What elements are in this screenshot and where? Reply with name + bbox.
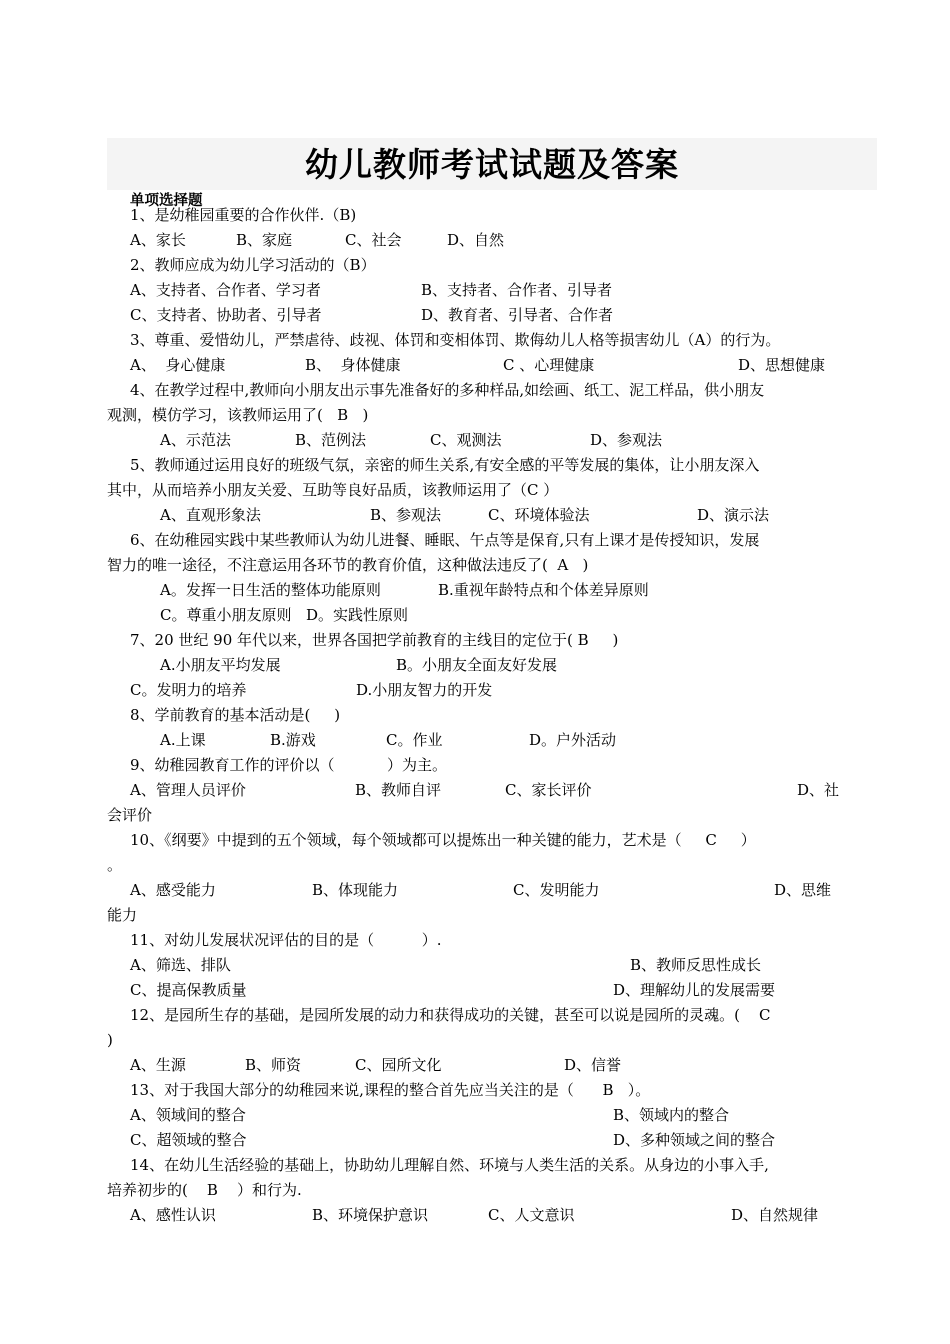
text-line: 其中，从而培养小朋友关爱、互助等良好品质，该教师运用了（C ） [107,481,559,499]
text-line: C、家长评价 [505,781,592,799]
text-line: A.上课 [160,731,206,749]
text-line: A、示范法 [160,431,231,449]
text-line: C、支持者、协助者、引导者 [130,306,322,324]
text-line: 会评价 [107,806,153,824]
text-line: 4、在教学过程中,教师向小朋友出示事先准备好的多种样品,如绘画、纸工、泥工样品，供小朋友 [130,381,765,399]
text-line: 培养初步的( B ）和行为. [107,1181,302,1199]
text-line: 。 [107,856,123,874]
text-line: D、理解幼儿的发展需要 [613,981,776,999]
text-line: C、社会 [345,231,402,249]
text-line: C、超领域的整合 [130,1131,247,1149]
text-line: A、管理人员评价 [130,781,246,799]
text-line: D、社 [797,781,840,799]
text-line: 7、20 世纪 90 年代以来，世界各国把学前教育的主线目的定位于( B ) [130,631,619,649]
text-line: A、 身心健康 [130,356,226,374]
text-line: D、思想健康 [738,356,826,374]
text-line: A、支持者、合作者、学习者 [130,281,321,299]
text-line: D。户外活动 [529,731,617,749]
text-line: C 、心理健康 [503,356,595,374]
text-line: A.小朋友平均发展 [160,656,281,674]
text-line: D、多种领域之间的整合 [613,1131,776,1149]
text-line: A、家长 [130,231,186,249]
text-line: D、教育者、引导者、合作者 [421,306,614,324]
section-heading: 单项选择题 [130,193,203,209]
text-line: D、参观法 [590,431,663,449]
text-line: D、自然 [447,231,505,249]
text-line: 11、对幼儿发展状况评估的目的是（ ）. [130,931,442,949]
text-line: C、发明能力 [513,881,600,899]
text-line: B、教师自评 [355,781,442,799]
text-line: A、直观形象法 [160,506,261,524]
text-line: 14、在幼儿生活经验的基础上，协助幼儿理解自然、环境与人类生活的关系。从身边的小事入手, [130,1156,769,1174]
text-line: D。实践性原则 [306,606,409,624]
text-line: 智力的唯一途径，不注意运用各环节的教育价值，这种做法违反了( A ) [107,556,589,574]
text-line: 5、教师通过运用良好的班级气氛，亲密的师生关系,有安全感的平等发展的集体，让小朋友深入 [130,456,760,474]
text-line: C、观测法 [430,431,502,449]
text-line: B、环境保护意识 [312,1206,429,1224]
text-line: B、 身体健康 [305,356,401,374]
text-line: C、园所文化 [355,1056,442,1074]
text-line: B、师资 [245,1056,302,1074]
text-line: B、参观法 [370,506,442,524]
text-line: C。尊重小朋友原则 [160,606,292,624]
text-line: C。发明力的培养 [130,681,247,699]
text-line: 能力 [107,906,138,924]
text-line: A、生源 [130,1056,186,1074]
text-line: 3、尊重、爱惜幼儿，严禁虐待、歧视、体罚和变相体罚、欺侮幼儿人格等损害幼儿（A）的行为。 [130,331,781,349]
text-line: D、演示法 [697,506,770,524]
text-line: A、领域间的整合 [130,1106,246,1124]
text-line: B、支持者、合作者、引导者 [421,281,613,299]
text-line: A、感受能力 [130,881,216,899]
text-line: C、提高保教质量 [130,981,247,999]
text-line: B.游戏 [270,731,316,749]
text-line: D、信誉 [564,1056,622,1074]
text-line: ) [107,1031,113,1049]
page-title: 幼儿教师考试试题及答案 [305,145,679,184]
text-line: 8、学前教育的基本活动是( ) [130,706,341,724]
text-line: D、自然规律 [731,1206,819,1224]
text-line: 13、对于我国大部分的幼稚园来说,课程的整合首先应当关注的是（ B ）。 [130,1081,651,1099]
text-line: A、感性认识 [130,1206,216,1224]
text-line: 观测，模仿学习，该教师运用了( B ) [107,406,369,424]
text-line: B。小朋友全面友好发展 [396,656,558,674]
text-line: A。发挥一日生活的整体功能原则 [160,581,381,599]
text-line: B、范例法 [295,431,367,449]
text-line: C、环境体验法 [488,506,590,524]
text-line: 10、《纲要》中提到的五个领域，每个领域都可以提炼出一种关键的能力，艺术是（ C ） [130,831,756,849]
text-line: B.重视年龄特点和个体差异原则 [438,581,649,599]
text-line: 6、在幼稚园实践中某些教师认为幼儿进餐、睡眠、午点等是保育,只有上课才是传授知识，发展 [130,531,760,549]
text-line: 2、教师应成为幼儿学习活动的（B） [130,256,376,274]
text-line: 12、是园所生存的基础，是园所发展的动力和获得成功的关键，甚至可以说是园所的灵魂。( C [130,1006,771,1024]
text-line: B、体现能力 [312,881,399,899]
text-line: A、筛选、排队 [130,956,231,974]
text-line: C、人文意识 [488,1206,575,1224]
text-line: 9、幼稚园教育工作的评价以（ ）为主。 [130,756,447,774]
text-line: C。作业 [386,731,443,749]
text-line: B、教师反思性成长 [630,956,762,974]
text-line: B、家庭 [236,231,293,249]
text-line: D、思维 [774,881,832,899]
text-line: B、领域内的整合 [613,1106,730,1124]
text-line: 1、是幼稚园重要的合作伙伴.（B) [130,206,357,224]
text-line: D.小朋友智力的开发 [356,681,493,699]
